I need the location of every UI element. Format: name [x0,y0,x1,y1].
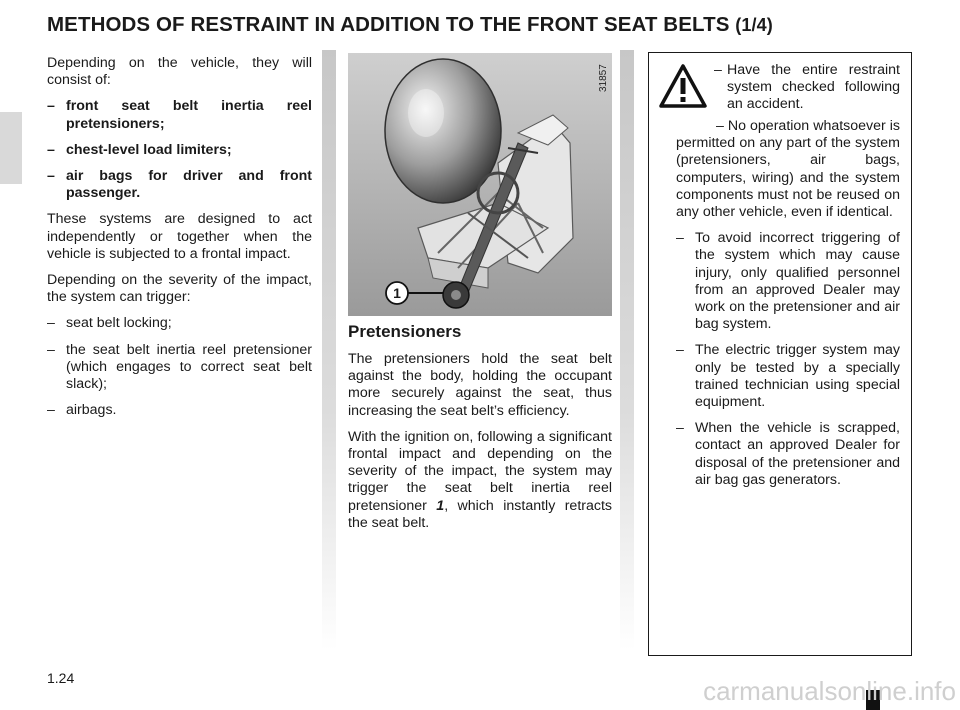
title-page-indicator: (1/4) [735,15,773,35]
list-item: – chest-level load limiters; [47,141,232,158]
watermark: carmanualsonline.info [703,676,956,706]
illustration-graphic [348,53,612,316]
list-item: – When the vehicle is scrapped, contact an approved Dealer for disposal of the pretensioner and air bag gas generators. [676,420,900,488]
list-item: – To avoid incorrect triggering of the system which may cause injury, only qualified personnel from an approved Dealer may work on the pretensioner and air bag system. [676,230,900,333]
paragraph: With the ignition on, following a significant frontal impact and depending on the severity of the impact, the system may trigger the seat belt inertia reel pretensioner 1, which instantly retracts the seat belt. [348,428,613,531]
list-item: – airbags. [47,402,117,419]
reference-number: 1 [436,497,445,514]
list-item: – No operation whatsoever is permitted on any part of the system (pretensioners, air bags, computers, wiring) and the system components must not be reused on any other vehicle, even if identical. [676,118,900,221]
page-title [47,13,773,37]
warning-first-item [714,62,900,123]
intro-text: Depending on the vehicle, they will consist of: [47,55,312,89]
page-number: 1.24 [47,670,75,686]
list-item: – The electric trigger system may only be tested by a specially trained technician using special equipment. [676,342,900,411]
list-item: – air bags for driver and front passenger. [47,168,312,202]
figure-reference-code: 31857 [598,64,609,92]
paragraph: Depending on the severity of the impact, the system can trigger: [47,272,312,306]
list-item: – the seat belt inertia reel pretensioner (which engages to correct seat belt slack); [47,341,312,393]
column-divider [322,50,336,650]
column-divider [620,50,634,650]
paragraph: These systems are designed to act independently or together when the vehicle is subjected to a frontal impact. [47,211,312,262]
column-intro [47,55,312,428]
seat-airbag-illustration [348,53,612,316]
column-pretensioners [348,322,612,541]
callout-label: 1 [393,285,401,301]
title-text: METHODS OF RESTRAINT IN ADDITION TO THE FRONT SEAT BELTS [47,13,730,36]
list-item: – Have the entire restraint system checked following an accident. [714,62,900,113]
warning-list [676,118,900,498]
section-heading: Pretensioners [348,322,462,341]
list-item: – seat belt locking; [47,315,172,332]
warning-triangle-icon [657,61,709,113]
list-item: – front seat belt inertia reel pretensioners; [47,98,312,132]
section-tab [0,112,22,184]
paragraph: The pretensioners hold the seat belt against the body, holding the occupant more securely against the seat, thus increasing the seat belt’s efficiency. [348,351,612,419]
